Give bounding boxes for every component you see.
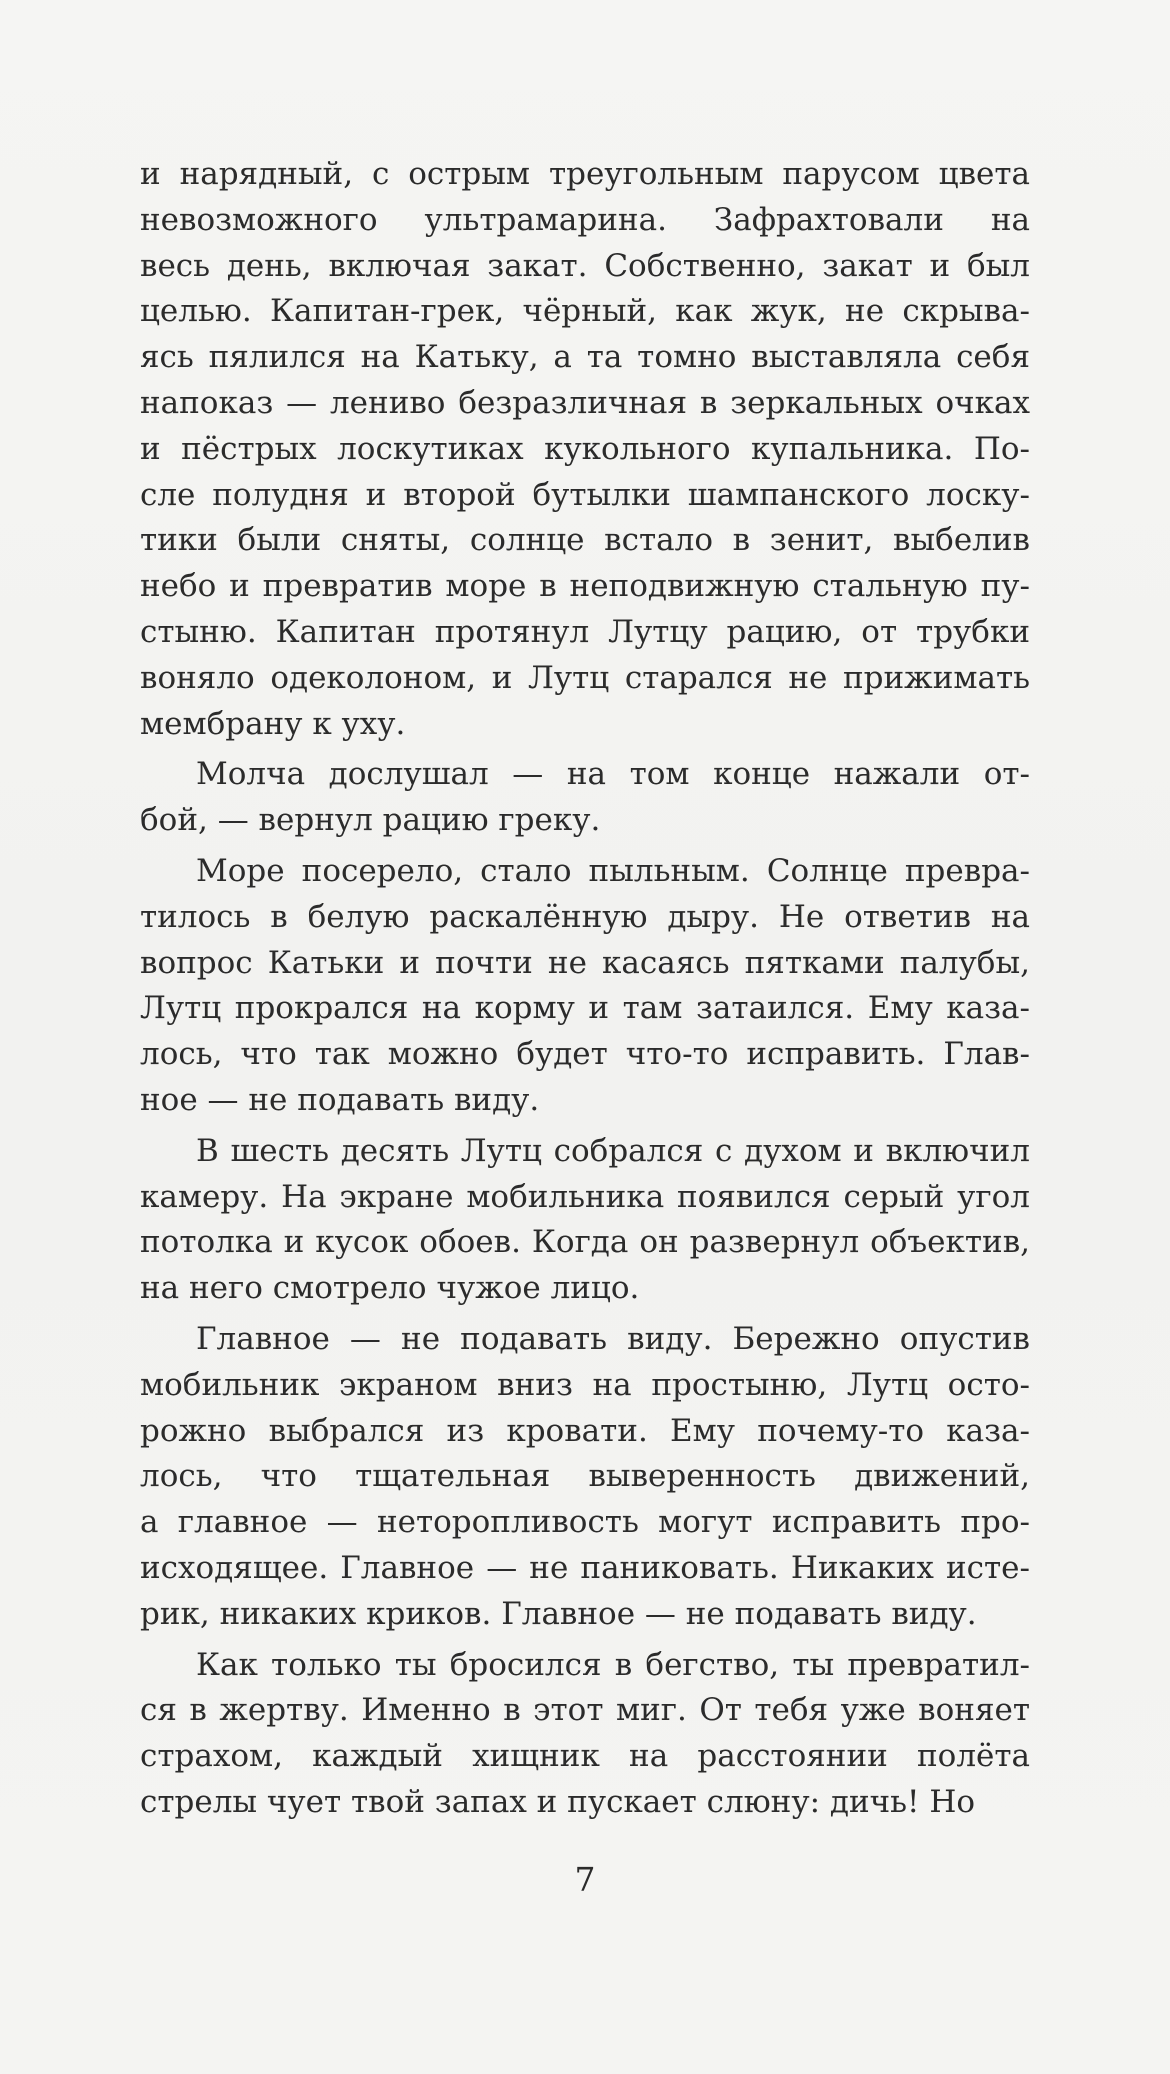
text-line: лось, что тщательная выверенность движений, (140, 1458, 1030, 1495)
text-line: В шесть десять Лутц собрался с духом и включил (196, 1132, 1030, 1169)
text-line: и пёстрых лоскутиках кукольного купальника. По- (140, 430, 1030, 467)
paragraph (140, 152, 1030, 747)
text-line: исходящее. Главное — не паниковать. Никаких исте- (140, 1549, 1030, 1586)
text-line: Главное — не подавать виду. Бережно опустив (196, 1320, 1030, 1357)
text-line: страхом, каждый хищник на расстоянии полёта (140, 1738, 1030, 1775)
text-line: лось, что так можно будет что-то исправить. Глав- (140, 1036, 1030, 1073)
text-line: сле полудня и второй бутылки шампанского лоску- (140, 476, 1030, 513)
page-body-text (140, 152, 1030, 1826)
text-line: мембрану к уху. (140, 705, 406, 742)
text-line: воняло одеколоном, и Лутц старался не прижимать (140, 659, 1030, 696)
text-line: невозможного ультрамарина. Зафрахтовали на (140, 201, 1030, 238)
text-line: бой, — вернул рацию греку. (140, 802, 601, 839)
text-line: потолка и кусок обоев. Когда он развернул объектив, (140, 1224, 1030, 1261)
text-line: стрелы чует твой запах и пускает слюну: дичь! Но (140, 1783, 976, 1820)
text-line: напоказ — лениво безразличная в зеркальных очках (140, 384, 1030, 421)
paragraph (140, 752, 1030, 844)
text-line: ное — не подавать виду. (140, 1081, 540, 1118)
text-line: стыню. Капитан протянул Лутцу рацию, от трубки (140, 613, 1030, 650)
page-number: 7 (574, 1860, 596, 1899)
text-line: ясь пялился на Катьку, а та томно выставляла себя (140, 339, 1030, 376)
text-line: Лутц прокрался на корму и там затаился. Ему каза- (140, 990, 1030, 1027)
paragraph (140, 1129, 1030, 1312)
text-line: Море посерело, стало пыльным. Солнце превра- (196, 852, 1030, 889)
text-line: мобильник экраном вниз на простыню, Лутц осто- (140, 1366, 1030, 1403)
text-line: на него смотрело чужое лицо. (140, 1270, 640, 1307)
text-line: а главное — неторопливость могут исправить про- (140, 1504, 1030, 1541)
text-line: тилось в белую раскалённую дыру. Не ответив на (140, 898, 1030, 935)
text-line: ся в жертву. Именно в этот миг. От тебя уже воняет (140, 1692, 1030, 1729)
text-line: камеру. На экране мобильника появился серый угол (140, 1178, 1030, 1215)
text-line: рик, никаких криков. Главное — не подавать виду. (140, 1595, 977, 1632)
paragraph (140, 849, 1030, 1124)
text-line: Молча дослушал — на том конце нажали от- (196, 756, 1030, 793)
text-line: рожно выбрался из кровати. Ему почему-то каза- (140, 1412, 1030, 1449)
paragraph (140, 1317, 1030, 1638)
text-line: вопрос Катьки и почти не касаясь пятками палубы, (140, 944, 1030, 981)
text-line: целью. Капитан-грек, чёрный, как жук, не скрыва- (140, 293, 1030, 330)
text-line: небо и превратив море в неподвижную стальную пу- (140, 568, 1030, 605)
text-line: и нарядный, с острым треугольным парусом цвета (140, 156, 1030, 192)
text-line: тики были сняты, солнце встало в зенит, выбелив (140, 522, 1030, 559)
text-line: весь день, включая закат. Собственно, закат и был (140, 247, 1030, 284)
paragraph (140, 1643, 1030, 1826)
text-line: Как только ты бросился в бегство, ты превратил- (196, 1646, 1030, 1683)
